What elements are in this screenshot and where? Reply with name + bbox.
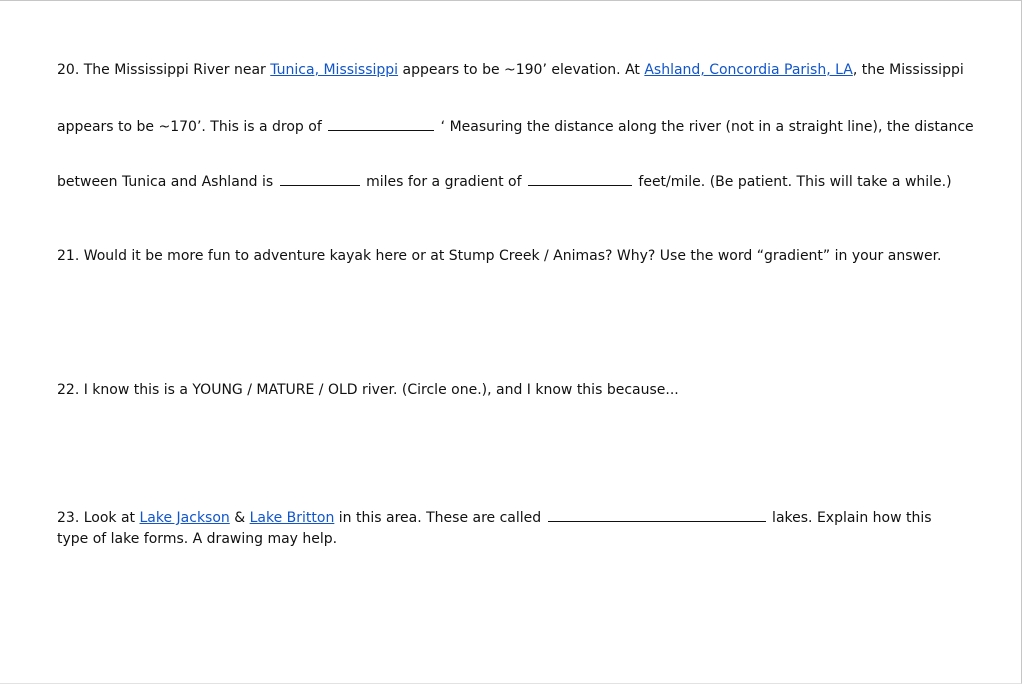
q20-line-1 xyxy=(57,60,964,81)
q23-text: lakes. Explain how this type of lake forms. A drawing may help. xyxy=(57,510,932,547)
lake-type-answer-blank[interactable] xyxy=(548,507,766,522)
q20-text: miles for a gradient of xyxy=(361,174,526,190)
q20-text: feet/mile. (Be patient. This will take a while.) xyxy=(633,174,952,190)
drop-answer-blank[interactable] xyxy=(328,116,434,131)
q22-line xyxy=(57,380,679,401)
q23-paragraph xyxy=(57,507,967,550)
q20-text: appears to be ~190’ elevation. At xyxy=(398,62,645,78)
q20-line-3 xyxy=(57,171,952,193)
q23-text: 23. Look at xyxy=(57,510,140,526)
q23-text: in this area. These are called xyxy=(334,510,546,526)
distance-answer-blank[interactable] xyxy=(280,171,360,186)
gradient-answer-blank[interactable] xyxy=(528,171,632,186)
tunica-link[interactable]: Tunica, Mississippi xyxy=(270,62,399,78)
lake-jackson-link[interactable]: Lake Jackson xyxy=(139,510,230,526)
ashland-link[interactable]: Ashland, Concordia Parish, LA xyxy=(644,62,853,78)
q22-text: 22. I know this is a YOUNG / MATURE / OLD river. (Circle one.), and I know this because... xyxy=(57,382,679,398)
q20-text: 20. The Mississippi River near xyxy=(57,62,271,78)
q21-text: 21. Would it be more fun to adventure kayak here or at Stump Creek / Animas? Why? Use the word “gradient” in your answer. xyxy=(57,248,942,264)
q20-text: ‘ Measuring the distance along the river (not in a straight line), the distance xyxy=(436,119,974,135)
q20-text: between Tunica and Ashland is xyxy=(57,174,278,190)
q20-text: appears to be ~170’. This is a drop of xyxy=(57,119,327,135)
q23-text: & xyxy=(229,510,250,526)
lake-britton-link[interactable]: Lake Britton xyxy=(249,510,335,526)
q20-line-2 xyxy=(57,116,974,138)
q21-line xyxy=(57,246,942,267)
q20-text: , the Mississippi xyxy=(852,62,964,78)
